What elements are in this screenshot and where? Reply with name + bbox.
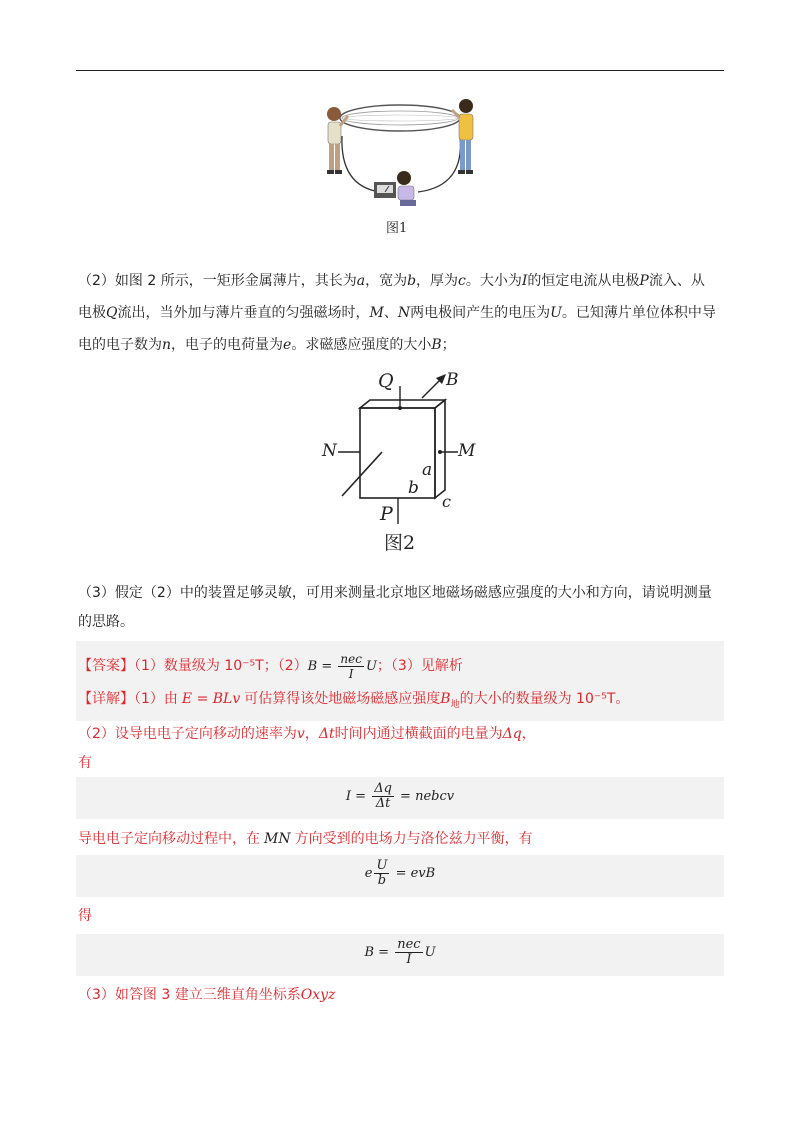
text: 电的电子数为 <box>78 337 162 353</box>
label-p: P <box>380 503 393 525</box>
answer-line <box>78 652 463 681</box>
text: ， <box>304 726 319 742</box>
question2-line1 <box>78 271 705 291</box>
label-m: M <box>458 441 476 461</box>
frac-num: nec <box>340 652 362 666</box>
text: 时间内通过横截面的电量为 <box>334 726 503 742</box>
figure2-diagram <box>310 368 490 558</box>
frac-num: nec <box>397 937 421 952</box>
var-m: M <box>369 305 384 321</box>
text: ，电子的电荷量为 <box>171 337 284 353</box>
label-c: c <box>442 492 451 511</box>
label-a: a <box>422 460 433 480</box>
text: 流入、从 <box>648 273 705 289</box>
frac-num: Δq <box>374 781 392 796</box>
figure2-caption: 图2 <box>384 532 416 554</box>
detail-line1 <box>78 689 629 715</box>
var-b-field: B <box>431 337 442 353</box>
formula3 <box>76 938 724 967</box>
text: （1）由 <box>134 691 178 707</box>
text: （2）设导电电子定向移动的速率为 <box>78 726 297 742</box>
var: U <box>424 945 436 960</box>
subscript: 地 <box>450 699 460 710</box>
text: ， <box>521 726 536 742</box>
text: = evB <box>391 866 436 881</box>
answer-label: 【答案】 <box>78 658 134 674</box>
text: （3）如答图 3 建立三维直角坐标系 <box>78 987 301 1003</box>
var: Δt <box>318 726 335 742</box>
text: = <box>351 789 371 804</box>
var-b: b <box>407 273 417 289</box>
var: I <box>345 789 352 804</box>
var: v <box>296 726 305 742</box>
text: 、 <box>383 305 398 321</box>
frac-den: b <box>377 873 387 888</box>
text: 两电极间产生的电压为 <box>410 305 551 321</box>
text: 导电电子定向移动过程中，在 <box>78 831 260 847</box>
text: 电极 <box>78 305 106 321</box>
detail-you: 有 <box>78 755 92 771</box>
figure1-caption: 图1 <box>386 221 408 236</box>
var: e <box>364 866 373 881</box>
frac-den: I <box>406 952 412 967</box>
formula2 <box>76 859 724 888</box>
var-e: e <box>283 337 292 353</box>
formula: E = BLv <box>181 691 241 707</box>
label-q: Q <box>378 370 394 392</box>
var-i: I <box>521 273 528 289</box>
var-q: Q <box>106 305 118 321</box>
var-a: a <box>356 273 366 289</box>
detail-de: 得 <box>78 908 92 924</box>
text: 的大小的数量级为 10⁻⁵T。 <box>459 691 630 707</box>
text: （2）如图 2 所示，一矩形金属薄片，其长为 <box>78 273 357 289</box>
text: ；（3）见解析 <box>376 658 463 674</box>
question3-line1: （3）假定（2）中的装置足够灵敏，可用来测量北京地区地磁场磁感应强度的大小和方向，请说明测量 <box>78 585 712 601</box>
question2-line3 <box>78 335 456 355</box>
detail-line3 <box>78 829 533 849</box>
var-u: U <box>550 305 562 321</box>
detail-label: 【详解】 <box>78 691 134 707</box>
var: U <box>365 659 377 674</box>
detail-line2 <box>78 724 536 744</box>
var: MN <box>264 831 291 847</box>
question2-line2 <box>78 303 716 323</box>
text: 。大小为 <box>465 273 522 289</box>
question3-line2: 的思路。 <box>78 614 134 630</box>
text: ； <box>441 337 456 353</box>
var: Δq <box>502 726 522 742</box>
var-n: n <box>162 337 172 353</box>
label-b: B <box>446 370 459 390</box>
frac-den: Δt <box>375 796 391 811</box>
text: 可估算得该处地磁场磁感应强度 <box>244 691 441 707</box>
text: 。求磁感应强度的大小 <box>291 337 432 353</box>
header-rule <box>76 70 724 71</box>
formula1 <box>76 782 724 811</box>
figure1-illustration <box>300 96 500 221</box>
text: 。已知薄片单位体积中导 <box>561 305 716 321</box>
frac-den: I <box>348 667 354 681</box>
text: ，宽为 <box>365 273 408 289</box>
text: （1）数量级为 10⁻⁵T；（2） <box>134 658 308 674</box>
text: ，厚为 <box>416 273 459 289</box>
text: = <box>374 945 394 960</box>
text: = nebcv <box>395 789 455 804</box>
detail-line4 <box>78 985 335 1005</box>
text: 的恒定电流从电极 <box>527 273 640 289</box>
var: B <box>364 945 375 960</box>
var: B <box>307 659 318 674</box>
label-b-width: b <box>408 478 419 498</box>
var-p: P <box>639 273 649 289</box>
text: = <box>317 659 337 674</box>
var-n-electrode: N <box>397 305 411 321</box>
text: 方向受到的电场力与洛伦兹力平衡，有 <box>294 831 533 847</box>
label-n: N <box>322 441 337 461</box>
var: Oxyz <box>300 987 336 1003</box>
frac-num: U <box>376 858 388 873</box>
var: B <box>440 691 451 707</box>
var-c: c <box>458 273 466 289</box>
text: 流出，当外加与薄片垂直的匀强磁场时， <box>117 305 370 321</box>
skipping-rope-drawing <box>300 96 500 221</box>
